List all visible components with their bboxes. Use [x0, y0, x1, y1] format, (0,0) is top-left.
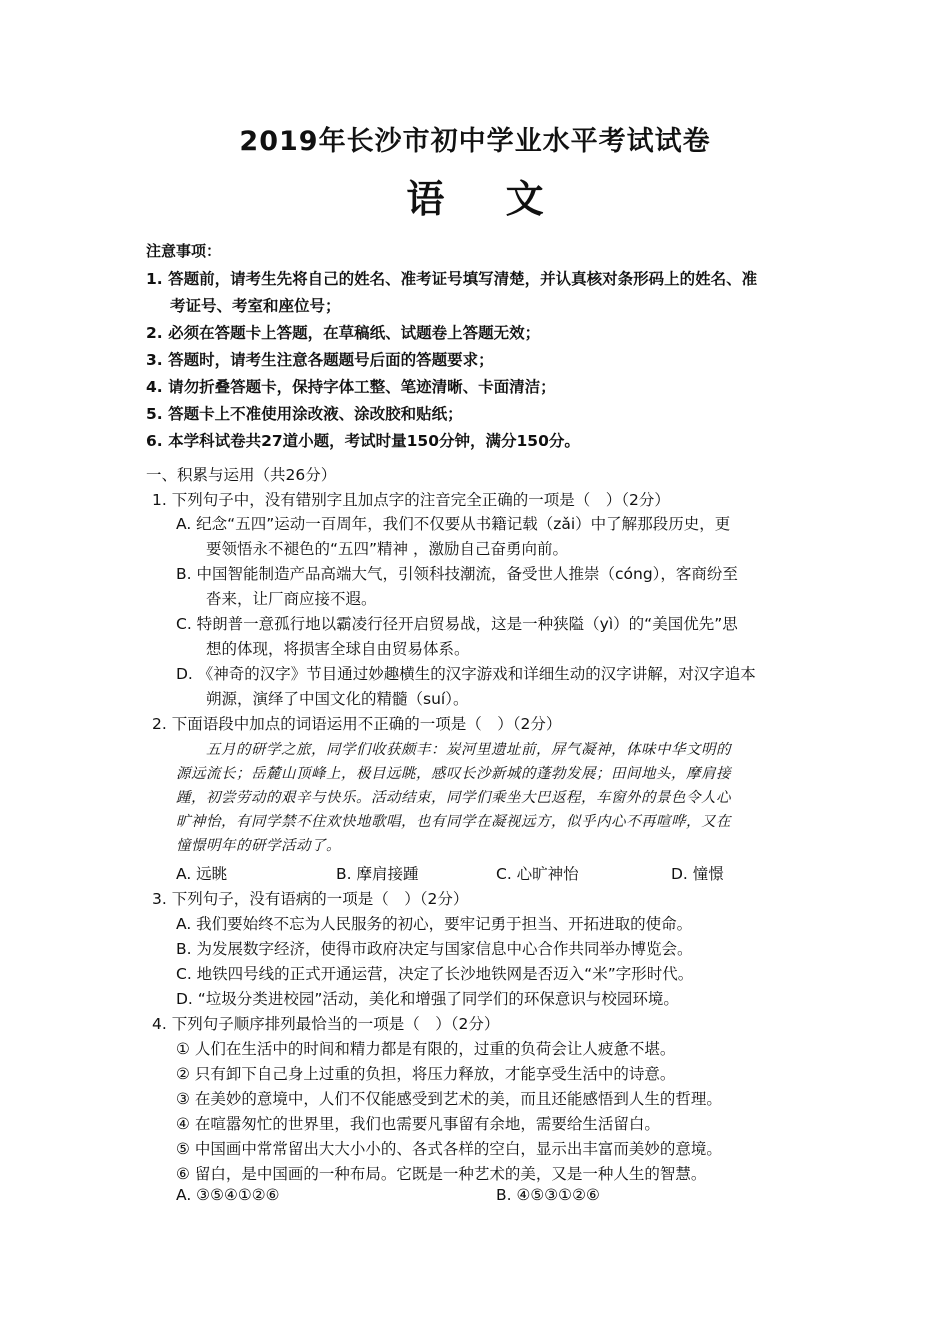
subject-title: 语 文: [406, 177, 568, 221]
q2-passage-line-5: 憧憬明年的研学活动了。: [176, 838, 341, 854]
q1-option-b: B. 中国智能制造产品高端大气，引领科技潮流，备受世人推崇（cóng），客商纷至: [176, 565, 738, 583]
q2-option-b: B. 摩肩接踵: [336, 865, 419, 883]
q3-option-a: A. 我们要始终不忘为人民服务的初心，要牢记勇于担当、开拓进取的使命。: [176, 915, 693, 933]
q4-stem: 4. 下列句子顺序排列最恰当的一项是（ ）（2分）: [152, 1015, 500, 1033]
q1-option-c-cont: 想的体现，将损害全球自由贸易体系。: [206, 640, 470, 658]
exam-title: 2019年长沙市初中学业水平考试试卷: [239, 126, 711, 157]
q4-sentence-5: ⑤ 中国画中常常留出大大小小的、各式各样的空白，显示出丰富而美妙的意境。: [176, 1140, 722, 1158]
q4-sentence-3: ③ 在美妙的意境中，人们不仅能感受到艺术的美，而且还能感悟到人生的哲理。: [176, 1090, 722, 1108]
section-1-heading: 一、积累与运用（共26分）: [146, 466, 337, 484]
q4-sentence-2: ② 只有卸下自己身上过重的负担，将压力释放，才能享受生活中的诗意。: [176, 1065, 676, 1083]
q2-option-a: A. 远眺: [176, 865, 228, 883]
q2-option-c: C. 心旷神怡: [496, 865, 579, 883]
q4-option-b: B. ④⑤③①②⑥: [496, 1186, 600, 1204]
notice-line-4: 4. 请勿折叠答题卡，保持字体工整、笔迹清晰、卡面清洁；: [146, 378, 556, 396]
notice-line-2: 2. 必须在答题卡上答题，在草稿纸、试题卷上答题无效；: [146, 324, 541, 342]
q2-passage-line-2: 源远流长；岳麓山顶峰上，极目远眺，感叹长沙新城的蓬勃发展；田间地头，摩肩接: [176, 766, 731, 782]
q3-option-c: C. 地铁四号线的正式开通运营，决定了长沙地铁网是否迈入“米”字形时代。: [176, 965, 694, 983]
q3-stem: 3. 下列句子，没有语病的一项是（ ）（2分）: [152, 890, 469, 908]
q1-option-d-cont: 朔源，演绎了中国文化的精髓（suí）。: [206, 690, 469, 708]
q1-option-a-cont: 要领悟永不褪色的“五四”精神 ，激励自己奋勇向前。: [206, 540, 568, 558]
notice-line-3: 3. 答题时，请考生注意各题题号后面的答题要求；: [146, 351, 494, 369]
notice-line-6: 6. 本学科试卷共27道小题，考试时量150分钟，满分150分。: [146, 432, 580, 450]
notice-line-5: 5. 答题卡上不准使用涂改液、涂改胶和贴纸；: [146, 405, 463, 423]
q2-passage-line-3: 踵，初尝劳动的艰辛与快乐。活动结束，同学们乘坐大巴返程，车窗外的景色令人心: [176, 790, 731, 806]
q4-sentence-4: ④ 在喧嚣匆忙的世界里，我们也需要凡事留有余地，需要给生活留白。: [176, 1115, 660, 1133]
q2-passage-line-4: 旷神怡，有同学禁不住欢快地歌唱，也有同学在凝视远方，似乎内心不再喧哗，又在: [176, 814, 731, 830]
notice-line-1: 1. 答题前，请考生先将自己的姓名、准考证号填写清楚，并认真核对条形码上的姓名、准: [146, 270, 758, 288]
notice-line-1-cont: 考证号、考室和座位号；: [170, 297, 341, 315]
q1-option-c: C. 特朗普一意孤行地以霸凌行径开启贸易战，这是一种狭隘（yì）的“美国优先”思: [176, 615, 738, 633]
notice-heading: 注意事项：: [146, 242, 222, 260]
q2-stem: 2. 下面语段中加点的词语运用不正确的一项是（ ）（2分）: [152, 715, 562, 733]
q2-option-d: D. 憧憬: [671, 865, 724, 883]
q3-option-b: B. 为发展数字经济，使得市政府决定与国家信息中心合作共同举办博览会。: [176, 940, 693, 958]
q2-passage-line-1: 五月的研学之旅，同学们收获颇丰：炭河里遗址前，屏气凝神，体味中华文明的: [206, 742, 731, 758]
q1-option-b-cont: 沓来，让厂商应接不遐。: [206, 590, 377, 608]
q4-option-a: A. ③⑤④①②⑥: [176, 1186, 280, 1204]
q4-sentence-6: ⑥ 留白，是中国画的一种布局。它既是一种艺术的美，又是一种人生的智慧。: [176, 1165, 707, 1183]
q3-option-d: D. “垃圾分类进校园”活动，美化和增强了同学们的环保意识与校园环境。: [176, 990, 679, 1008]
q1-option-d: D. 《神奇的汉字》节目通过妙趣横生的汉字游戏和详细生动的汉字讲解，对汉字追本: [176, 665, 756, 683]
q1-option-a: A. 纪念“五四”运动一百周年，我们不仅要从书籍记载（zǎi）中了解那段历史，更: [176, 515, 731, 533]
q1-stem: 1. 下列句子中，没有错别字且加点字的注音完全正确的一项是（ ）（2分）: [152, 491, 670, 509]
q4-sentence-1: ① 人们在生活中的时间和精力都是有限的，过重的负荷会让人疲惫不堪。: [176, 1040, 676, 1058]
